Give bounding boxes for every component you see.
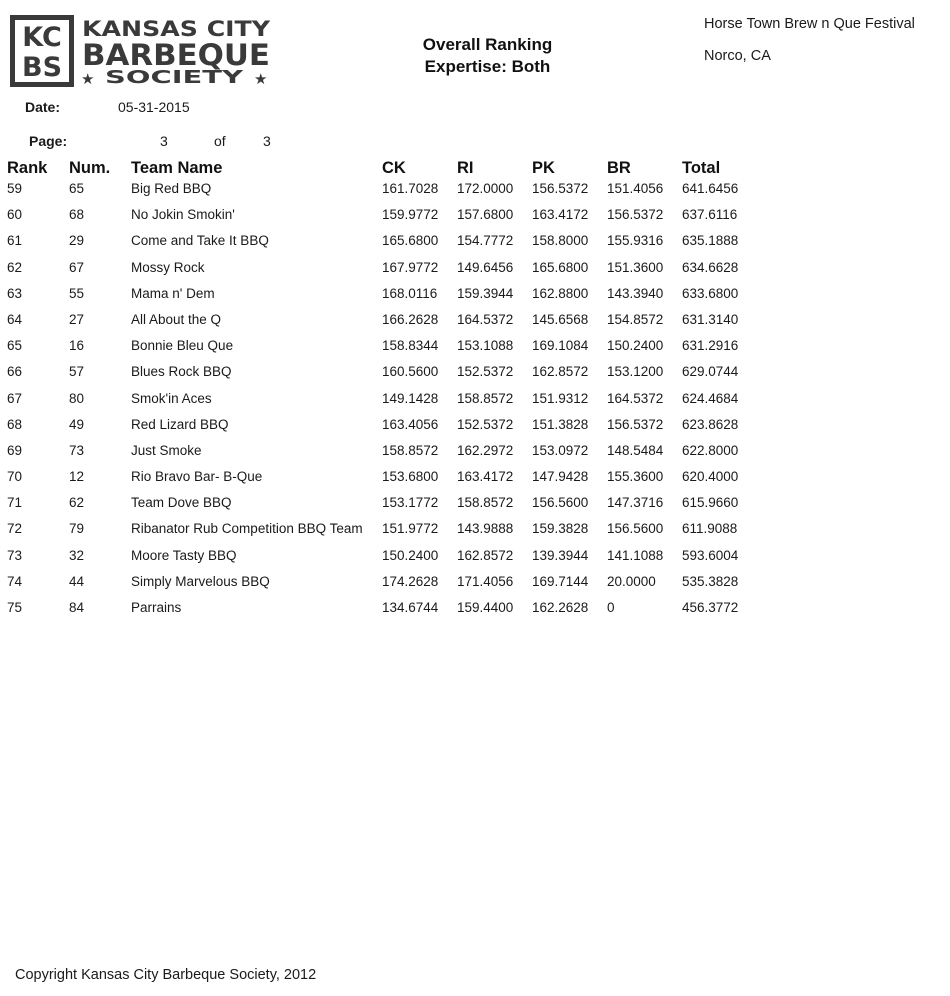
ck-score-cell: 174.2628 <box>382 573 439 589</box>
br-score-cell: 0 <box>607 600 615 615</box>
ck-score-cell: 151.9772 <box>382 521 439 537</box>
ri-score-cell: 172.0000 <box>457 181 514 196</box>
logo-star-left-icon: ★ <box>81 70 95 87</box>
team-name-cell: Red Lizard BBQ <box>131 416 229 432</box>
ck-score-cell: 167.9772 <box>382 259 439 275</box>
total-score-cell: 622.8000 <box>682 442 739 458</box>
ck-score-cell: 165.6800 <box>382 233 439 249</box>
table-row <box>0 417 950 443</box>
team-number-cell: 73 <box>69 442 85 458</box>
team-number-cell: 44 <box>69 573 85 589</box>
total-score-cell: 456.3772 <box>682 600 739 615</box>
team-name-cell: Blues Rock BBQ <box>131 364 232 380</box>
br-score-cell: 156.5372 <box>607 416 664 432</box>
team-name-cell: Big Red BBQ <box>131 181 212 196</box>
br-score-cell: 151.4056 <box>607 181 664 196</box>
table-row <box>0 548 950 574</box>
page-label: Page: <box>29 133 68 149</box>
rank-cell: 67 <box>7 390 23 406</box>
table-row <box>0 495 950 521</box>
br-score-cell: 156.5600 <box>607 521 664 537</box>
ri-score-cell: 162.8572 <box>457 547 514 563</box>
team-name-cell: Mossy Rock <box>131 259 205 275</box>
kcbs-logo <box>10 15 272 87</box>
team-name-cell: Mama n' Dem <box>131 285 215 301</box>
ck-score-cell: 159.9772 <box>382 207 439 223</box>
rank-cell: 60 <box>7 207 23 223</box>
ck-score-cell: 153.1772 <box>382 495 439 511</box>
rank-cell: 63 <box>7 285 23 301</box>
pk-score-cell: 158.8000 <box>532 233 589 249</box>
rank-cell: 69 <box>7 442 23 458</box>
total-score-cell: 624.4684 <box>682 390 739 406</box>
ranking-table-body <box>0 181 950 626</box>
table-row <box>0 364 950 390</box>
ri-score-cell: 157.6800 <box>457 207 514 223</box>
total-score-cell: 641.6456 <box>682 181 739 196</box>
team-number-cell: 49 <box>69 416 85 432</box>
ri-score-cell: 162.2972 <box>457 442 514 458</box>
pk-score-cell: 165.6800 <box>532 259 589 275</box>
total-score-cell: 620.4000 <box>682 469 739 485</box>
team-name-cell: Rio Bravo Bar- B-Que <box>131 469 263 485</box>
team-name-cell: Smok'in Aces <box>131 390 212 406</box>
team-number-cell: 32 <box>69 547 85 563</box>
report-heading <box>360 34 615 78</box>
ck-score-cell: 160.5600 <box>382 364 439 380</box>
team-number-cell: 79 <box>69 521 85 537</box>
rank-cell: 72 <box>7 521 23 537</box>
team-number-cell: 16 <box>69 338 85 354</box>
team-name-cell: Just Smoke <box>131 442 202 458</box>
ck-score-cell: 168.0116 <box>382 285 438 301</box>
team-number-cell: 84 <box>69 600 85 615</box>
br-score-cell: 147.3716 <box>607 495 664 511</box>
logo-line-barbeque: BARBEQUE <box>82 38 270 72</box>
team-name-cell: No Jokin Smokin' <box>131 207 235 223</box>
event-location: Norco, CA <box>704 48 771 64</box>
br-score-cell: 141.1088 <box>607 547 664 563</box>
team-number-cell: 55 <box>69 285 85 301</box>
pk-score-cell: 169.7144 <box>532 573 589 589</box>
ri-score-cell: 164.5372 <box>457 311 514 327</box>
rank-cell: 71 <box>7 495 23 511</box>
header-pk: PK <box>532 159 555 177</box>
team-name-cell: Ribanator Rub Competition BBQ Team <box>131 521 363 537</box>
team-number-cell: 29 <box>69 233 85 249</box>
event-name: Horse Town Brew n Que Festival <box>704 16 915 32</box>
br-score-cell: 150.2400 <box>607 338 664 354</box>
rank-cell: 61 <box>7 233 23 249</box>
ri-score-cell: 149.6456 <box>457 259 514 275</box>
header-team-name: Team Name <box>131 159 223 177</box>
rank-cell: 62 <box>7 259 23 275</box>
team-name-cell: Parrains <box>131 600 182 615</box>
br-score-cell: 153.1200 <box>607 364 664 380</box>
total-score-cell: 629.0744 <box>682 364 739 380</box>
rank-cell: 68 <box>7 416 23 432</box>
pk-score-cell: 151.3828 <box>532 416 589 432</box>
table-row <box>0 181 950 207</box>
ck-score-cell: 149.1428 <box>382 390 439 406</box>
team-name-cell: Simply Marvelous BBQ <box>131 573 270 589</box>
logo-line-kansas-city: KANSAS CITY <box>82 17 271 41</box>
pk-score-cell: 147.9428 <box>532 469 589 485</box>
table-row <box>0 574 950 600</box>
report-subtitle: Expertise: Both <box>424 57 551 76</box>
br-score-cell: 20.0000 <box>607 573 656 589</box>
ck-score-cell: 158.8344 <box>382 338 439 354</box>
pk-score-cell: 151.9312 <box>532 390 589 406</box>
total-score-cell: 593.6004 <box>682 547 739 563</box>
ri-score-cell: 152.5372 <box>457 416 514 432</box>
team-number-cell: 80 <box>69 390 85 406</box>
page-current: 3 <box>160 133 168 149</box>
ck-score-cell: 153.6800 <box>382 469 439 485</box>
total-score-cell: 637.6116 <box>682 207 738 223</box>
total-score-cell: 631.2916 <box>682 338 739 354</box>
kcbs-logo-graphic <box>10 15 272 87</box>
br-score-cell: 164.5372 <box>607 390 664 406</box>
pk-score-cell: 162.2628 <box>532 600 589 615</box>
table-row <box>0 207 950 233</box>
header-rank: Rank <box>7 159 48 177</box>
total-score-cell: 634.6628 <box>682 259 739 275</box>
ck-score-cell: 166.2628 <box>382 311 439 327</box>
ri-score-cell: 158.8572 <box>457 495 514 511</box>
ri-score-cell: 153.1088 <box>457 338 514 354</box>
pk-score-cell: 139.3944 <box>532 547 589 563</box>
ck-score-cell: 134.6744 <box>382 600 439 615</box>
logo-star-right-icon: ★ <box>254 70 268 87</box>
team-number-cell: 65 <box>69 181 85 196</box>
team-name-cell: Team Dove BBQ <box>131 495 232 511</box>
pk-score-cell: 162.8572 <box>532 364 589 380</box>
table-row <box>0 260 950 286</box>
team-name-cell: Moore Tasty BBQ <box>131 547 237 563</box>
page-of: of <box>214 133 226 149</box>
br-score-cell: 156.5372 <box>607 207 664 223</box>
table-row <box>0 338 950 364</box>
table-row <box>0 312 950 338</box>
pk-score-cell: 163.4172 <box>532 207 589 223</box>
ck-score-cell: 163.4056 <box>382 416 439 432</box>
pk-score-cell: 156.5372 <box>532 181 589 196</box>
table-row <box>0 521 950 547</box>
pk-score-cell: 159.3828 <box>532 521 589 537</box>
br-score-cell: 148.5484 <box>607 442 664 458</box>
rank-cell: 75 <box>7 600 23 615</box>
ri-score-cell: 143.9888 <box>457 521 514 537</box>
pk-score-cell: 153.0972 <box>532 442 589 458</box>
header-br: BR <box>607 159 631 177</box>
br-score-cell: 155.3600 <box>607 469 664 485</box>
total-score-cell: 633.6800 <box>682 285 739 301</box>
pk-score-cell: 162.8800 <box>532 285 589 301</box>
team-number-cell: 12 <box>69 469 85 485</box>
team-number-cell: 68 <box>69 207 85 223</box>
total-score-cell: 623.8628 <box>682 416 739 432</box>
ri-score-cell: 158.8572 <box>457 390 514 406</box>
ck-score-cell: 161.7028 <box>382 181 439 196</box>
team-number-cell: 67 <box>69 259 85 275</box>
total-score-cell: 631.3140 <box>682 311 739 327</box>
total-score-cell: 611.9088 <box>682 521 738 537</box>
logo-monogram-bottom: BS <box>21 52 63 83</box>
team-number-cell: 62 <box>69 495 85 511</box>
ri-score-cell: 171.4056 <box>457 573 514 589</box>
rank-cell: 74 <box>7 573 23 589</box>
table-row <box>0 443 950 469</box>
total-score-cell: 535.3828 <box>682 573 739 589</box>
pk-score-cell: 156.5600 <box>532 495 589 511</box>
table-row <box>0 286 950 312</box>
br-score-cell: 151.3600 <box>607 259 664 275</box>
header-num: Num. <box>69 159 111 177</box>
total-score-cell: 615.9660 <box>682 495 739 511</box>
table-row <box>0 391 950 417</box>
br-score-cell: 155.9316 <box>607 233 664 249</box>
table-row <box>0 233 950 259</box>
team-name-cell: Come and Take It BBQ <box>131 233 269 249</box>
rank-cell: 64 <box>7 311 23 327</box>
rank-cell: 65 <box>7 338 23 354</box>
rank-cell: 59 <box>7 181 23 196</box>
ri-score-cell: 152.5372 <box>457 364 514 380</box>
header-total: Total <box>682 159 721 177</box>
page-total: 3 <box>263 133 271 149</box>
date-value: 05-31-2015 <box>118 99 190 115</box>
table-row <box>0 600 950 626</box>
logo-monogram-top: KC <box>22 22 62 53</box>
team-name-cell: Bonnie Bleu Que <box>131 338 234 354</box>
ck-score-cell: 150.2400 <box>382 547 439 563</box>
ri-score-cell: 159.4400 <box>457 600 514 615</box>
br-score-cell: 154.8572 <box>607 311 664 327</box>
logo-line-society: SOCIETY <box>105 67 245 87</box>
team-number-cell: 27 <box>69 311 85 327</box>
copyright-footer: Copyright Kansas City Barbeque Society, 2012 <box>15 967 317 983</box>
total-score-cell: 635.1888 <box>682 233 739 249</box>
team-name-cell: All About the Q <box>131 311 222 327</box>
ri-score-cell: 163.4172 <box>457 469 514 485</box>
rank-cell: 73 <box>7 547 23 563</box>
rank-cell: 66 <box>7 364 23 380</box>
table-row <box>0 469 950 495</box>
ck-score-cell: 158.8572 <box>382 442 439 458</box>
pk-score-cell: 145.6568 <box>532 311 589 327</box>
header-ck: CK <box>382 159 406 177</box>
ri-score-cell: 154.7772 <box>457 233 514 249</box>
rank-cell: 70 <box>7 469 23 485</box>
br-score-cell: 143.3940 <box>607 285 664 301</box>
pk-score-cell: 169.1084 <box>532 338 589 354</box>
header-ri: RI <box>457 159 474 177</box>
date-label: Date: <box>25 99 61 115</box>
ri-score-cell: 159.3944 <box>457 285 514 301</box>
team-number-cell: 57 <box>69 364 85 380</box>
report-title: Overall Ranking <box>422 35 553 54</box>
